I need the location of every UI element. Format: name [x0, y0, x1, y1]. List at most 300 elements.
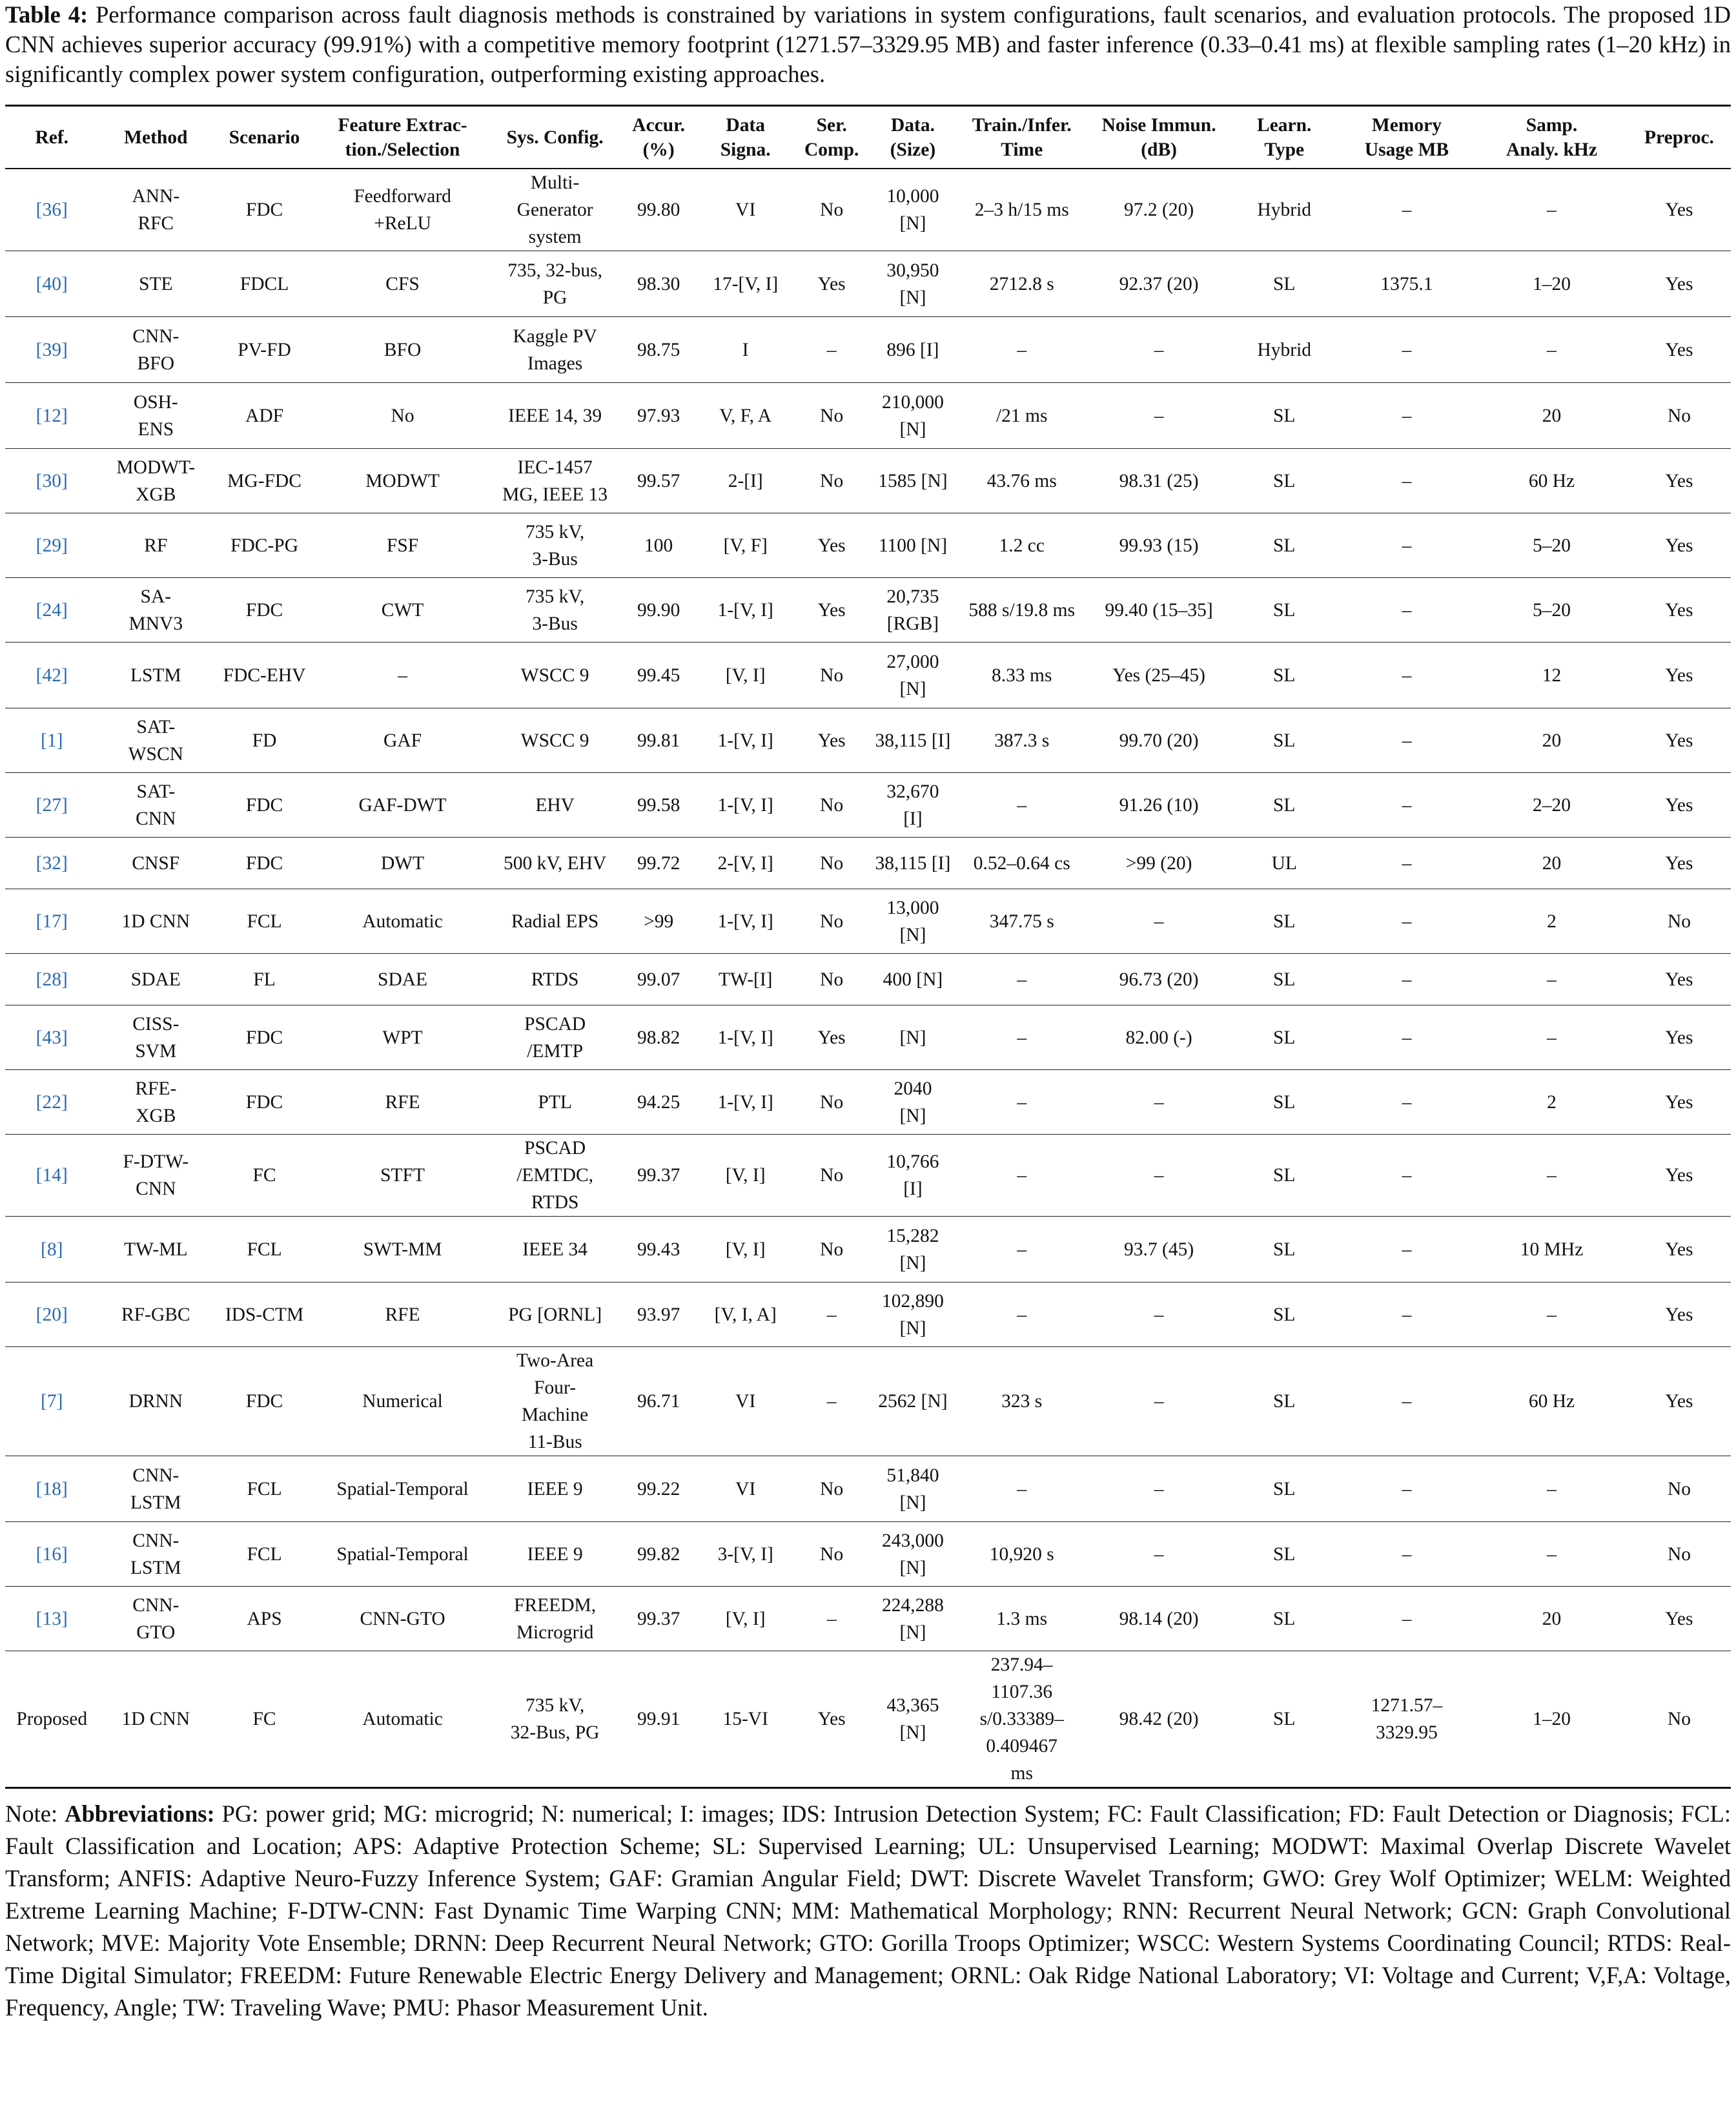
table-cell: FCL: [213, 1456, 316, 1522]
table-row: [5, 1217, 1731, 1282]
table-cell: FDC: [213, 1347, 316, 1456]
table-cell: 210,000 [N]: [869, 383, 957, 449]
reference-link[interactable]: [22]: [36, 1091, 68, 1113]
table-cell: 99.81: [620, 708, 697, 773]
table-cell: Yes: [794, 1005, 869, 1070]
reference-link[interactable]: [13]: [36, 1608, 68, 1629]
table-cell: TW-ML: [99, 1217, 214, 1282]
table-cell: FDC: [213, 578, 316, 643]
table-cell: 1-[V, I]: [697, 578, 794, 643]
ref-cell: [5, 449, 99, 513]
table-cell: 896 [I]: [869, 317, 957, 383]
table-cell: No: [794, 1522, 869, 1587]
table-cell: SL: [1231, 251, 1338, 317]
table-row: [5, 513, 1731, 578]
reference-link[interactable]: [29]: [36, 535, 68, 556]
table-row: [5, 1522, 1731, 1587]
table-cell: –: [1338, 449, 1476, 513]
ref-cell: [5, 1522, 99, 1587]
table-cell: –: [957, 317, 1087, 383]
table-cell: SL: [1231, 1456, 1338, 1522]
table-cell: –: [1338, 317, 1476, 383]
table-cell: 735 kV, 32-Bus, PG: [489, 1651, 620, 1788]
table-cell: No: [1628, 1456, 1731, 1522]
reference-link[interactable]: [20]: [36, 1304, 68, 1325]
caption-label: Table 4:: [5, 1, 88, 28]
table-cell: 99.22: [620, 1456, 697, 1522]
table-cell: –: [1087, 1070, 1231, 1135]
reference-link[interactable]: [7]: [41, 1391, 63, 1412]
table-cell: 1271.57– 3329.95: [1338, 1651, 1476, 1788]
table-cell: VI: [697, 1347, 794, 1456]
column-header: Data Signa.: [697, 107, 794, 169]
table-cell: 99.82: [620, 1522, 697, 1587]
table-cell: 13,000 [N]: [869, 889, 957, 954]
table-cell: Yes: [1628, 838, 1731, 889]
table-cell: Yes: [1628, 1587, 1731, 1651]
table-cell: 99.70 (20): [1087, 708, 1231, 773]
table-cell: Spatial-Temporal: [316, 1522, 489, 1587]
table-cell: 97.2 (20): [1087, 169, 1231, 251]
table-cell: 1-[V, I]: [697, 773, 794, 838]
table-cell: OSH- ENS: [99, 383, 214, 449]
ref-cell: [5, 578, 99, 643]
table-cell: 38,115 [I]: [869, 708, 957, 773]
table-cell: No: [794, 889, 869, 954]
table-cell: 10,920 s: [957, 1522, 1087, 1587]
table-cell: No: [794, 773, 869, 838]
table-cell: –: [1338, 889, 1476, 954]
table-cell: Yes: [794, 251, 869, 317]
table-cell: /21 ms: [957, 383, 1087, 449]
table-cell: –: [794, 1587, 869, 1651]
table-cell: 1100 [N]: [869, 513, 957, 578]
table-row: [5, 1005, 1731, 1070]
table-cell: –: [957, 954, 1087, 1005]
table-cell: 1585 [N]: [869, 449, 957, 513]
table-cell: No: [794, 1456, 869, 1522]
table-cell: PSCAD /EMTDC, RTDS: [489, 1135, 620, 1217]
table-cell: 99.43: [620, 1217, 697, 1282]
table-cell: Multi- Generator system: [489, 169, 620, 251]
table-cell: –: [1476, 1005, 1628, 1070]
table-cell: 99.58: [620, 773, 697, 838]
table-cell: FDC-PG: [213, 513, 316, 578]
table-cell: SL: [1231, 1070, 1338, 1135]
table-cell: Radial EPS: [489, 889, 620, 954]
table-row: [5, 578, 1731, 643]
table-cell: CNN- LSTM: [99, 1522, 214, 1587]
table-cell: 20: [1476, 383, 1628, 449]
table-cell: 2-[V, I]: [697, 838, 794, 889]
table-cell: Yes: [1628, 578, 1731, 643]
table-row: [5, 1070, 1731, 1135]
table-cell: Yes: [1628, 1135, 1731, 1217]
table-cell: 98.30: [620, 251, 697, 317]
table-cell: –: [1338, 1135, 1476, 1217]
table-cell: No: [794, 954, 869, 1005]
table-cell: 735, 32-bus, PG: [489, 251, 620, 317]
table-cell: PTL: [489, 1070, 620, 1135]
reference-link[interactable]: [42]: [36, 664, 68, 686]
table-cell: I: [697, 317, 794, 383]
reference-link[interactable]: [28]: [36, 969, 68, 990]
table-cell: 2712.8 s: [957, 251, 1087, 317]
table-cell: No: [794, 838, 869, 889]
table-cell: –: [794, 317, 869, 383]
table-row: [5, 643, 1731, 708]
table-cell: Numerical: [316, 1347, 489, 1456]
table-cell: 99.07: [620, 954, 697, 1005]
reference-link[interactable]: [39]: [36, 339, 68, 360]
table-header-row: [5, 107, 1731, 169]
table-body: [5, 169, 1731, 1788]
table-cell: 98.75: [620, 317, 697, 383]
table-cell: IDS-CTM: [213, 1282, 316, 1347]
table-cell: 3-[V, I]: [697, 1522, 794, 1587]
table-cell: 99.45: [620, 643, 697, 708]
table-cell: 43,365 [N]: [869, 1651, 957, 1788]
table-cell: –: [957, 1456, 1087, 1522]
table-row: [5, 1282, 1731, 1347]
table-cell: SL: [1231, 1005, 1338, 1070]
table-cell: FL: [213, 954, 316, 1005]
table-cell: 1-[V, I]: [697, 889, 794, 954]
table-row: [5, 1456, 1731, 1522]
table-cell: –: [1338, 643, 1476, 708]
table-cell: –: [1338, 578, 1476, 643]
table-cell: 10,766 [I]: [869, 1135, 957, 1217]
reference-link[interactable]: [40]: [36, 273, 68, 294]
ref-cell: [5, 1456, 99, 1522]
table-cell: 94.25: [620, 1070, 697, 1135]
table-cell: >99 (20): [1087, 838, 1231, 889]
table-row: [5, 838, 1731, 889]
table-cell: 93.7 (45): [1087, 1217, 1231, 1282]
table-cell: RFE: [316, 1282, 489, 1347]
table-cell: 1D CNN: [99, 889, 214, 954]
table-cell: SL: [1231, 578, 1338, 643]
table-cell: –: [1338, 383, 1476, 449]
table-cell: 60 Hz: [1476, 449, 1628, 513]
table-cell: 102,890 [N]: [869, 1282, 957, 1347]
table-cell: SDAE: [316, 954, 489, 1005]
table-cell: UL: [1231, 838, 1338, 889]
table-cell: –: [1338, 1005, 1476, 1070]
table-cell: GAF: [316, 708, 489, 773]
table-cell: CWT: [316, 578, 489, 643]
table-cell: –: [1338, 1522, 1476, 1587]
table-cell: TW-[I]: [697, 954, 794, 1005]
table-cell: FCL: [213, 889, 316, 954]
ref-cell: [5, 773, 99, 838]
table-row: [5, 773, 1731, 838]
column-header: Feature Extrac- tion./Selection: [316, 107, 489, 169]
table-cell: CNN-GTO: [316, 1587, 489, 1651]
table-cell: Yes: [1628, 449, 1731, 513]
reference-link[interactable]: [36]: [36, 200, 68, 220]
table-cell: 82.00 (-): [1087, 1005, 1231, 1070]
table-cell: –: [794, 1347, 869, 1456]
table-cell: FDC: [213, 1070, 316, 1135]
reference-link[interactable]: [17]: [36, 911, 68, 932]
table-cell: Yes: [1628, 1347, 1731, 1456]
caption-text: Performance comparison across fault diagnosis methods is constrained by variations in system configurations, fault scenarios, and evaluation protocols. The proposed 1D CNN achieves superior accuracy (99.91%) with a competitive memory footprint (1271.57–3329.95 MB) and faster inference (0.33–0.41 ms) at flexible sampling rates (1–20 kHz) in significantly complex power system configuration, outperforming existing approaches.: [5, 1, 1731, 87]
table-cell: 10 MHz: [1476, 1217, 1628, 1282]
table-row: [5, 169, 1731, 251]
table-cell: Yes: [1628, 708, 1731, 773]
table-cell: IEC-1457 MG, IEEE 13: [489, 449, 620, 513]
table-cell: –: [1476, 169, 1628, 251]
table-cell: FDCL: [213, 251, 316, 317]
table-cell: Feedforward +ReLU: [316, 169, 489, 251]
table-cell: 51,840 [N]: [869, 1456, 957, 1522]
reference-link[interactable]: [27]: [36, 794, 68, 816]
table-cell: –: [957, 1005, 1087, 1070]
table-cell: –: [1087, 317, 1231, 383]
table-cell: –: [1476, 1282, 1628, 1347]
table-cell: No: [794, 169, 869, 251]
table-cell: –: [957, 1070, 1087, 1135]
column-header: Learn. Type: [1231, 107, 1338, 169]
reference-link[interactable]: [32]: [36, 852, 68, 874]
table-cell: 99.91: [620, 1651, 697, 1788]
table-cell: 1.3 ms: [957, 1587, 1087, 1651]
table-cell: SL: [1231, 1135, 1338, 1217]
table-cell: PSCAD /EMTP: [489, 1005, 620, 1070]
table-cell: [N]: [869, 1005, 957, 1070]
table-cell: 2–20: [1476, 773, 1628, 838]
table-cell: No: [1628, 383, 1731, 449]
table-cell: Yes: [1628, 317, 1731, 383]
table-cell: SDAE: [99, 954, 214, 1005]
table-cell: 735 kV, 3-Bus: [489, 513, 620, 578]
table-cell: WSCC 9: [489, 643, 620, 708]
table-cell: 1-[V, I]: [697, 708, 794, 773]
table-cell: 96.73 (20): [1087, 954, 1231, 1005]
table-cell: –: [1476, 317, 1628, 383]
table-cell: IEEE 14, 39: [489, 383, 620, 449]
ref-cell: [5, 1135, 99, 1217]
table-cell: SL: [1231, 708, 1338, 773]
column-header: Data. (Size): [869, 107, 957, 169]
column-header: Samp. Analy. kHz: [1476, 107, 1628, 169]
table-cell: FDC-EHV: [213, 643, 316, 708]
table-cell: –: [1087, 1347, 1231, 1456]
table-cell: No: [1628, 889, 1731, 954]
table-cell: –: [1338, 169, 1476, 251]
table-cell: [V, I]: [697, 643, 794, 708]
table-cell: Automatic: [316, 1651, 489, 1788]
ref-cell: [5, 169, 99, 251]
table-row: [5, 449, 1731, 513]
table-cell: 20,735 [RGB]: [869, 578, 957, 643]
table-cell: F-DTW- CNN: [99, 1135, 214, 1217]
column-header: Train./Infer. Time: [957, 107, 1087, 169]
table-cell: Yes: [1628, 1282, 1731, 1347]
table-cell: 20: [1476, 1587, 1628, 1651]
table-cell: No: [1628, 1522, 1731, 1587]
table-cell: RFE- XGB: [99, 1070, 214, 1135]
table-cell: –: [1087, 1522, 1231, 1587]
table-cell: –: [1087, 383, 1231, 449]
table-cell: CFS: [316, 251, 489, 317]
reference-link[interactable]: [24]: [36, 599, 68, 621]
table-cell: –: [1087, 889, 1231, 954]
table-cell: –: [1338, 1587, 1476, 1651]
table-cell: 92.37 (20): [1087, 251, 1231, 317]
table-cell: 99.57: [620, 449, 697, 513]
table-cell: 99.93 (15): [1087, 513, 1231, 578]
reference-link[interactable]: [8]: [41, 1239, 63, 1260]
reference-link[interactable]: [43]: [36, 1027, 68, 1048]
table-cell: 1–20: [1476, 1651, 1628, 1788]
table-cell: 32,670 [I]: [869, 773, 957, 838]
note-label: Abbreviations:: [65, 1800, 215, 1827]
table-cell: 99.90: [620, 578, 697, 643]
table-cell: –: [1338, 1347, 1476, 1456]
table-cell: –: [957, 1282, 1087, 1347]
ref-cell: [5, 889, 99, 954]
table-cell: SAT- CNN: [99, 773, 214, 838]
table-cell: 400 [N]: [869, 954, 957, 1005]
ref-cell: [5, 954, 99, 1005]
table-cell: 99.37: [620, 1587, 697, 1651]
table-cell: –: [1338, 773, 1476, 838]
table-cell: FREEDM, Microgrid: [489, 1587, 620, 1651]
table-cell: 2: [1476, 1070, 1628, 1135]
table-cell: [V, I]: [697, 1587, 794, 1651]
table-cell: RF-GBC: [99, 1282, 214, 1347]
reference-link[interactable]: [14]: [36, 1165, 68, 1186]
table-cell: VI: [697, 169, 794, 251]
reference-link[interactable]: [18]: [36, 1478, 68, 1499]
table-cell: 1-[V, I]: [697, 1005, 794, 1070]
table-cell: No: [794, 449, 869, 513]
reference-link[interactable]: [12]: [36, 405, 68, 426]
table-cell: 8.33 ms: [957, 643, 1087, 708]
table-cell: SL: [1231, 1347, 1338, 1456]
table-cell: Two-Area Four- Machine 11-Bus: [489, 1347, 620, 1456]
table-cell: SL: [1231, 773, 1338, 838]
table-cell: 10,000 [N]: [869, 169, 957, 251]
table-cell: Yes: [1628, 251, 1731, 317]
table-cell: No: [794, 1070, 869, 1135]
table-cell: 15-VI: [697, 1651, 794, 1788]
table-cell: 347.75 s: [957, 889, 1087, 954]
table-cell: –: [794, 1282, 869, 1347]
table-cell: SL: [1231, 513, 1338, 578]
table-cell: –: [957, 773, 1087, 838]
table-cell: DRNN: [99, 1347, 214, 1456]
table-cell: GAF-DWT: [316, 773, 489, 838]
table-cell: 96.71: [620, 1347, 697, 1456]
table-cell: 60 Hz: [1476, 1347, 1628, 1456]
table-cell: STE: [99, 251, 214, 317]
table-cell: 97.93: [620, 383, 697, 449]
table-cell: 0.52–0.64 cs: [957, 838, 1087, 889]
table-cell: IEEE 9: [489, 1456, 620, 1522]
table-cell: Automatic: [316, 889, 489, 954]
table-cell: 98.31 (25): [1087, 449, 1231, 513]
table-cell: FC: [213, 1651, 316, 1788]
table-row: [5, 383, 1731, 449]
table-cell: No: [794, 1217, 869, 1282]
table-cell: –: [1338, 954, 1476, 1005]
table-cell: 1D CNN: [99, 1651, 214, 1788]
table-cell: FDC: [213, 838, 316, 889]
table-cell: 1-[V, I]: [697, 1070, 794, 1135]
table-cell: MODWT- XGB: [99, 449, 214, 513]
column-header: Ser. Comp.: [794, 107, 869, 169]
table-cell: IEEE 9: [489, 1522, 620, 1587]
table-cell: Yes: [1628, 773, 1731, 838]
table-cell: MODWT: [316, 449, 489, 513]
table-cell: 387.3 s: [957, 708, 1087, 773]
ref-cell: [5, 1070, 99, 1135]
table-cell: 2–3 h/15 ms: [957, 169, 1087, 251]
table-cell: 2: [1476, 889, 1628, 954]
column-header: Noise Immun. (dB): [1087, 107, 1231, 169]
table-cell: 2-[I]: [697, 449, 794, 513]
table-cell: Yes (25–45): [1087, 643, 1231, 708]
table-cell: Yes: [1628, 954, 1731, 1005]
column-header: Scenario: [213, 107, 316, 169]
table-cell: SL: [1231, 1651, 1338, 1788]
table-row: [5, 889, 1731, 954]
column-header: Method: [99, 107, 214, 169]
table-cell: 99.40 (15–35]: [1087, 578, 1231, 643]
table-cell: EHV: [489, 773, 620, 838]
table-cell: Yes: [794, 1651, 869, 1788]
table-cell: FDC: [213, 773, 316, 838]
table-cell: 5–20: [1476, 513, 1628, 578]
table-cell: STFT: [316, 1135, 489, 1217]
table-cell: No: [1628, 1651, 1731, 1788]
table-cell: 38,115 [I]: [869, 838, 957, 889]
table-cell: 17-[V, I]: [697, 251, 794, 317]
table-cell: –: [957, 1135, 1087, 1217]
table-cell: Yes: [794, 708, 869, 773]
table-cell: SL: [1231, 954, 1338, 1005]
table-cell: FDC: [213, 1005, 316, 1070]
table-cell: WPT: [316, 1005, 489, 1070]
table-caption: [5, 0, 1731, 97]
table-cell: –: [1338, 708, 1476, 773]
table-row: [5, 1651, 1731, 1788]
table-cell: LSTM: [99, 643, 214, 708]
table-cell: 243,000 [N]: [869, 1522, 957, 1587]
table-cell: SL: [1231, 1217, 1338, 1282]
reference-link[interactable]: [16]: [36, 1543, 68, 1565]
reference-link[interactable]: [30]: [36, 470, 68, 491]
table-cell: >99: [620, 889, 697, 954]
table-row: [5, 954, 1731, 1005]
note-prefix: Note:: [5, 1800, 65, 1827]
table-cell: APS: [213, 1587, 316, 1651]
note-text: PG: power grid; MG: microgrid; N: numerical; I: images; IDS: Intrusion Detection System; FC: Fault Classification; FD: Fault Detection or Diagnosis; FCL: Fault Classification and Location; APS: Adaptive Protection Scheme; SL: Supervised Learning; UL: Unsupervised Learning; MODWT: Maximal Overlap Discrete Wavelet Transform; ANFIS: Adaptive Neuro-Fuzzy Inference System; GAF: Gramian Angular Field; DWT: Discrete Wavelet Transform; GWO: Grey Wolf Optimizer; WELM: Weighted Extreme Learning Machine; F-DTW-CNN: Fast Dynamic Time Warping CNN; MM: Mathematical Morphology; RNN: Recurrent Neural Network; GCN: Graph Convolutional Network; MVE: Majority Vote Ensemble; DRNN: Deep Recurrent Neural Network; GTO: Gorilla Troops Optimizer; WSCC: Western Systems Coordinating Council; RTDS: Real-Time Digital Simulator; FREEDM: Future Renewable Electric Energy Delivery and Management; ORNL: Oak Ridge National Laboratory; VI: Voltage and Current; V,F,A: Voltage, Frequency, Angle; TW: Traveling Wave; PMU: Phasor Measurement Unit.: [5, 1800, 1731, 2021]
table-cell: 99.37: [620, 1135, 697, 1217]
table-cell: 93.97: [620, 1282, 697, 1347]
table-cell: –: [1476, 1522, 1628, 1587]
table-cell: 15,282 [N]: [869, 1217, 957, 1282]
table-cell: –: [1476, 954, 1628, 1005]
table-cell: Yes: [1628, 1070, 1731, 1135]
reference-link[interactable]: [1]: [41, 730, 63, 751]
table-cell: SL: [1231, 643, 1338, 708]
table-cell: 735 kV, 3-Bus: [489, 578, 620, 643]
table-cell: FC: [213, 1135, 316, 1217]
